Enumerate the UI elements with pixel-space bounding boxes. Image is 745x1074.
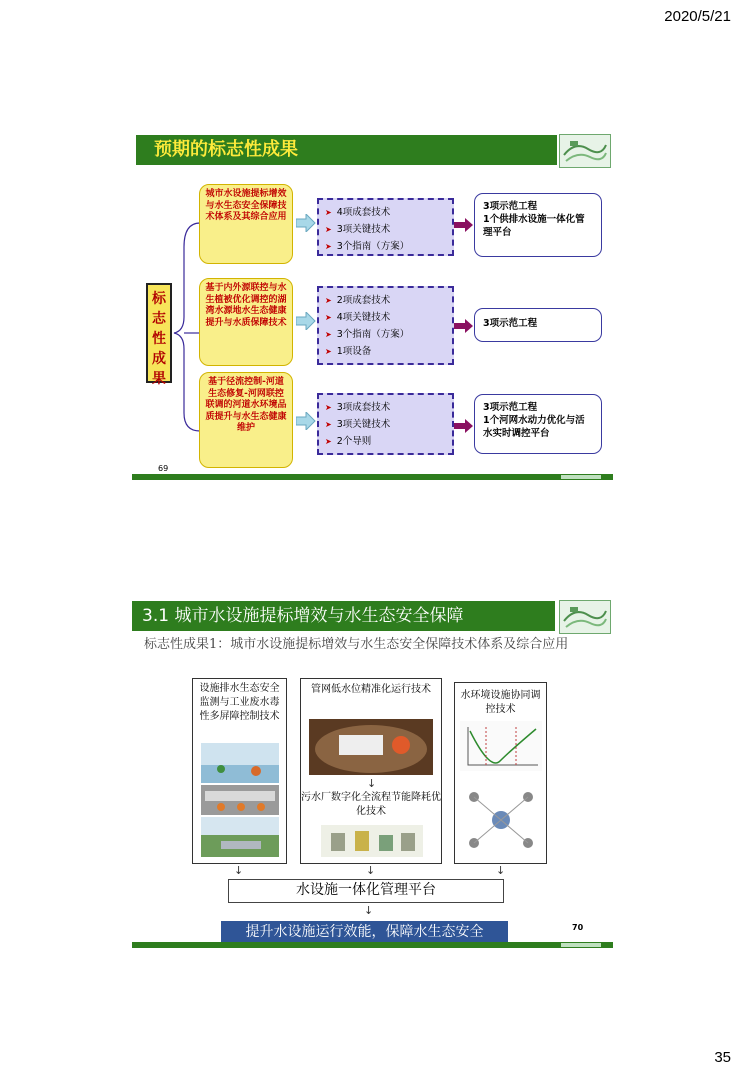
slide-title: 3.1 城市水设施提标增效与水生态安全保障 [132,601,555,631]
items-box [317,198,454,256]
triangle-bullet-icon: ➤ [325,225,332,234]
footer-bar [132,942,613,948]
result-box: 3项示范工程 [474,308,602,342]
arrow-icon [296,412,316,430]
list-item: ➤ 1项设备 [325,346,372,357]
list-item: ➤ 2项成套技术 [325,295,391,306]
down-arrow-icon: ↓ [496,864,506,877]
panel-text: 污水厂数字化全流程节能降耗优化技术 [301,792,441,817]
pipe-sensor-photo-image [309,719,433,775]
list-item: ➤ 3个指南（方案） [325,329,410,340]
triangle-bullet-icon: ➤ [325,208,332,217]
tech-panel-left [192,678,287,864]
list-item: ➤ 4项成套技术 [325,207,391,218]
slide-subtitle: 标志性成果1：城市水设施提标增效与水生态安全保障技术体系及综合应用 [144,637,569,652]
equipment-photo-image [201,785,279,815]
slide-page-number: 69 [158,464,169,473]
tech-panel-middle [300,678,442,864]
slide-title: 预期的标志性成果 [136,135,557,165]
triangle-bullet-icon: ➤ [325,437,332,446]
list-item: ➤ 3个指南（方案） [325,241,410,252]
vertical-char: 果 [152,371,166,387]
vertical-char: 成 [152,351,166,367]
print-date: 2020/5/21 [664,8,731,25]
slide-69 [132,132,613,484]
treatment-plant-photo-image [321,825,423,857]
triangle-bullet-icon: ➤ [325,330,332,339]
arrow-icon [454,218,474,232]
curve-chart-image [460,721,542,771]
topic-box: 基于内外源联控与水生植被优化调控的湖湾水源地水生态健康提升与水质保障技术 [199,278,293,366]
page-number: 35 [714,1049,731,1066]
topic-box: 基于径流控制-河道生态修复-河网联控联调的河道水环境品质提升与水生态健康维护 [199,372,293,468]
down-arrow-icon: ↓ [367,777,377,790]
items-box [317,286,454,365]
panel-text: 设施排水生态安全监测与工业废水毒性多屏障控制技术 [199,683,280,722]
river-photo-image [201,817,279,857]
down-arrow-icon: ↓ [364,904,374,917]
down-arrow-icon: ↓ [366,864,376,877]
arrow-icon [454,419,474,433]
platform-bar: 水设施一体化管理平台 [228,879,504,903]
list-item: ➤ 3项关键技术 [325,224,391,235]
arrow-icon [296,312,316,330]
vertical-char: 志 [152,311,166,327]
triangle-bullet-icon: ➤ [325,347,332,356]
vertical-char: 性 [152,331,166,347]
panel-text: 水环境设施协同调控技术 [460,690,541,715]
down-arrow-icon: ↓ [234,864,244,877]
triangle-bullet-icon: ➤ [325,313,332,322]
arrow-icon [454,319,474,333]
tech-panel-right [454,682,547,864]
list-item: ➤ 2个导则 [325,436,372,447]
network-diagram-image [460,783,542,857]
slide-70 [132,596,613,952]
triangle-bullet-icon: ➤ [325,420,332,429]
bracket-lines [170,217,202,437]
list-item: ➤ 4项关键技术 [325,312,391,323]
triangle-bullet-icon: ➤ [325,403,332,412]
slide-page-number: 70 [572,923,584,932]
list-item: ➤ 3项关键技术 [325,419,391,430]
result-box: 3项示范工程 1个供排水设施一体化管理平台 [474,193,602,257]
logo-image [559,134,611,168]
triangle-bullet-icon: ➤ [325,296,332,305]
panel-text: 管网低水位精准化运行技术 [311,684,431,695]
goal-bar: 提升水设施运行效能，保障水生态安全 [221,921,508,944]
items-box [317,393,454,455]
triangle-bullet-icon: ➤ [325,242,332,251]
footer-logo-image [561,475,601,479]
logo-image [559,600,611,634]
vertical-char: 标 [152,291,166,307]
list-item: ➤ 3项成套技术 [325,402,391,413]
vertical-label [146,283,172,387]
aquarium-photo-image [201,743,279,783]
arrow-icon [296,214,316,232]
footer-bar [132,474,613,480]
footer-logo-image [561,943,601,947]
result-box: 3项示范工程 1个河网水动力优化与活水实时调控平台 [474,394,602,454]
topic-box: 城市水设施提标增效与水生态安全保障技术体系及其综合应用 [199,184,293,264]
